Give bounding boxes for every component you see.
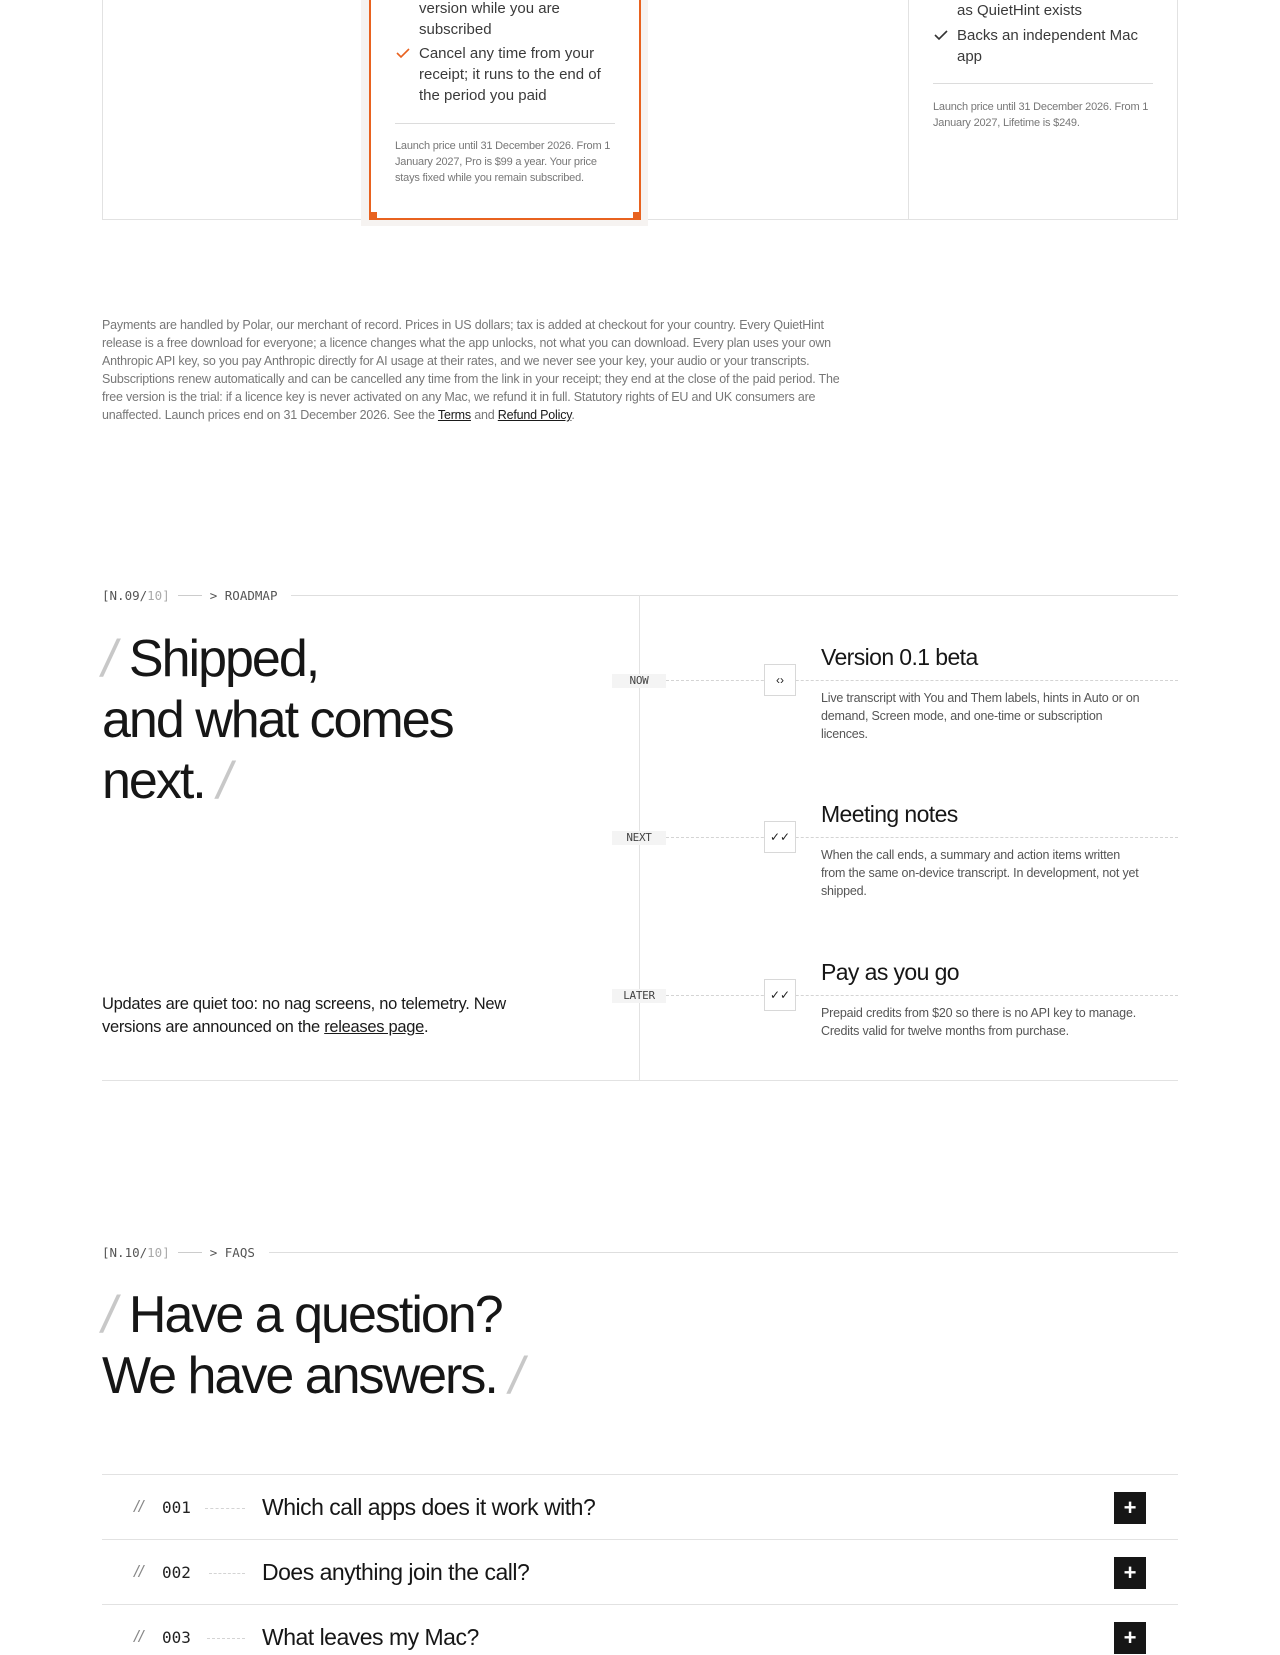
- roadmap-item-desc: When the call ends, a summary and action items written from the same on-device transcript. In development, not yet shipped.: [821, 848, 1139, 898]
- roadmap-item-desc: Prepaid credits from $20 so there is no API key to manage. Credits valid for twelve months from purchase.: [821, 1006, 1136, 1038]
- faq-item[interactable]: [102, 1474, 1178, 1539]
- double-check-icon: ✓✓: [764, 979, 796, 1011]
- roadmap-tag: NEXT: [612, 831, 666, 845]
- refund-policy-link[interactable]: Refund Policy: [497, 408, 572, 422]
- lifetime-card-divider: [933, 83, 1153, 84]
- section-label: > FAQS: [209, 1244, 255, 1260]
- roadmap-section-header: [102, 587, 1178, 603]
- lifetime-feature-item: [957, 0, 1157, 21]
- faq-marker: //: [134, 1562, 144, 1581]
- faqs-section-header: [102, 1244, 1178, 1260]
- lifetime-feature-text: Backs an independent Mac app: [957, 27, 1138, 65]
- slash-decoration: /: [102, 1286, 117, 1344]
- pro-card-divider: [395, 123, 615, 124]
- faq-connector: [207, 1638, 245, 1639]
- faq-marker: //: [134, 1497, 144, 1516]
- slash-decoration: /: [217, 752, 232, 810]
- pricing-column-divider: [908, 0, 909, 220]
- roadmap-connector: [666, 680, 1178, 681]
- faq-connector: [209, 1573, 245, 1574]
- pro-feature-item: [419, 43, 619, 106]
- plus-icon[interactable]: +: [1114, 1622, 1146, 1654]
- header-rule: [291, 595, 1178, 596]
- terms-link[interactable]: Terms: [437, 408, 471, 422]
- faq-marker: //: [134, 1627, 144, 1646]
- code-icon: ‹›: [764, 664, 796, 696]
- faq-question[interactable]: What leaves my Mac?: [262, 1624, 479, 1650]
- payments-note: [102, 316, 842, 424]
- pro-feature-text: version while you are subscribed: [419, 0, 560, 38]
- check-icon: [395, 46, 411, 60]
- faq-question[interactable]: Does anything join the call?: [262, 1559, 530, 1585]
- card-corner-marker: [633, 212, 641, 220]
- faq-item[interactable]: [102, 1604, 1178, 1655]
- roadmap-title: / Shipped, and what comes next. /: [102, 630, 453, 810]
- lifetime-feature-text: as QuietHint exists: [957, 2, 1083, 19]
- pro-feature-item: [419, 0, 619, 40]
- faq-item[interactable]: [102, 1539, 1178, 1604]
- updates-note: Updates are quiet too: no nag screens, no telemetry. New versions are announced on the releases page.: [102, 995, 506, 1036]
- roadmap-item-title: Meeting notes: [821, 801, 958, 827]
- header-dash: [178, 1252, 202, 1253]
- double-check-icon: ✓✓: [764, 821, 796, 853]
- payments-and: and: [474, 408, 495, 422]
- roadmap-item-desc: Live transcript with You and Them labels, hints in Auto or on demand, Screen mode, and one-time or subscription licences.: [821, 691, 1140, 741]
- payments-end: .: [571, 408, 575, 422]
- header-rule: [269, 1252, 1178, 1253]
- roadmap-connector: [666, 837, 1178, 838]
- roadmap-bottom-rule: [102, 1080, 1178, 1081]
- faqs-title: / Have a question? We have answers. /: [102, 1286, 524, 1405]
- releases-page-link[interactable]: releases page: [324, 1018, 424, 1036]
- pro-feature-text: Cancel any time from your receipt; it runs to the end of the period you paid: [419, 45, 601, 104]
- slash-decoration: /: [509, 1347, 524, 1405]
- faq-number: 003: [162, 1628, 191, 1647]
- lifetime-feature-item: [957, 25, 1157, 67]
- roadmap-item-title: Version 0.1 beta: [821, 644, 978, 670]
- faq-number: 002: [162, 1563, 191, 1582]
- plus-icon[interactable]: +: [1114, 1492, 1146, 1524]
- lifetime-fine-print: Launch price until 31 December 2026. From 1 January 2027, Lifetime is $249.: [933, 101, 1149, 129]
- plus-icon[interactable]: +: [1114, 1557, 1146, 1589]
- slash-decoration: /: [102, 630, 117, 688]
- section-number: [N.10/10]: [102, 1244, 170, 1260]
- faq-number: 001: [162, 1498, 191, 1517]
- card-corner-marker: [369, 212, 377, 220]
- roadmap-item-title: Pay as you go: [821, 959, 959, 985]
- roadmap-tag: LATER: [612, 989, 666, 1003]
- payments-text: Payments are handled by Polar, our merchant of record. Prices in US dollars; tax is added at checkout for your country. Every QuietHint release is a free download for everyone; a licence changes what the app unlocks, not what you can download. Every plan uses your own Anthropic API key, so you pay Anthropic directly for AI usage at their rates, and we never see your key, your audio or your transcripts. Subscriptions renew automatically and can be cancelled any time from the link in your receipt; they end at the close of the paid period. The free version is the trial: if a licence key is never activated on any Mac, we refund it in full. Statutory rights of EU and UK consumers are unaffected. Launch prices end on 31 December 2026. See the: [102, 318, 840, 422]
- roadmap-connector: [666, 995, 1178, 996]
- roadmap-tag: NOW: [612, 674, 666, 688]
- pro-fine-print: Launch price until 31 December 2026. From 1 January 2027, Pro is $99 a year. Your price stays fixed while you remain subscribed.: [395, 140, 611, 184]
- faq-question[interactable]: Which call apps does it work with?: [262, 1494, 596, 1520]
- section-label: > ROADMAP: [209, 587, 278, 603]
- section-number: [N.09/10]: [102, 587, 170, 603]
- header-dash: [178, 595, 202, 596]
- check-icon: [933, 28, 949, 42]
- faq-connector: [205, 1508, 245, 1509]
